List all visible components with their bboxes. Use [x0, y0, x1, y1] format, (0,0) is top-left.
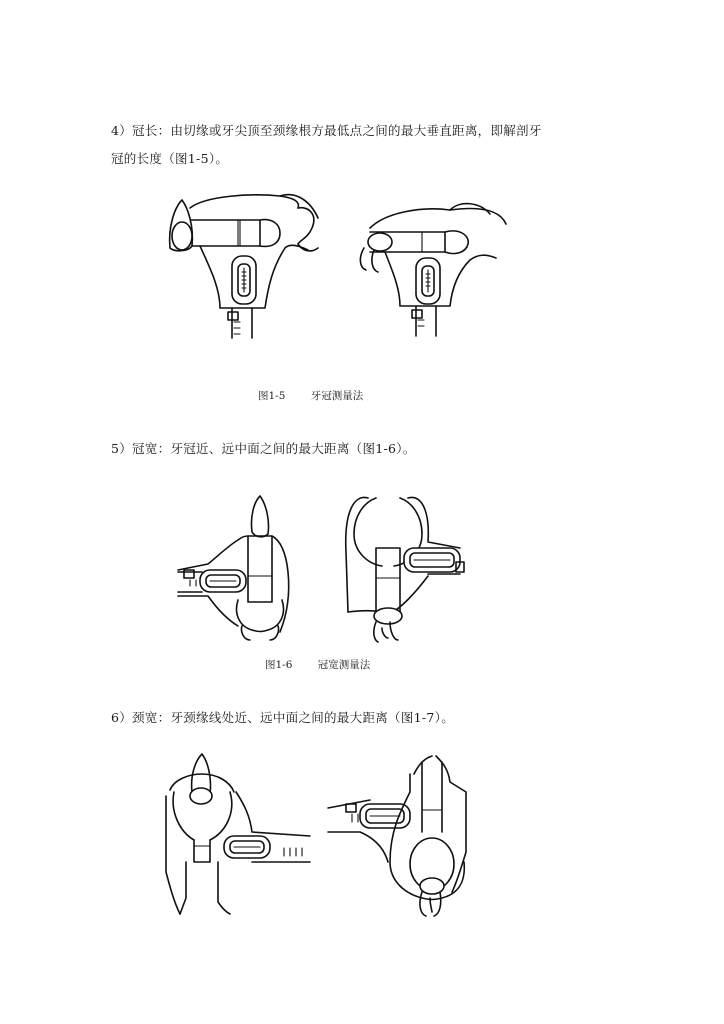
- figure-caption-1-6: [265, 657, 370, 672]
- paragraph-line: 5）冠宽：牙冠近、远中面之间的最大距离（图1-6）。: [111, 441, 416, 456]
- paragraph-line: 6）颈宽：牙颈缘线处近、远中面之间的最大距离（图1-7）。: [111, 710, 455, 725]
- figure-1-5-illustration: [160, 188, 540, 348]
- figure-title: 牙冠测量法: [310, 390, 364, 402]
- figure-number: 图1-6: [265, 659, 293, 671]
- paragraph-crown-width: [111, 435, 561, 463]
- figure-1-7-illustration: [160, 752, 480, 922]
- figure-1-6-illustration: [168, 492, 478, 652]
- paragraph-crown-length: [111, 117, 561, 173]
- caliper-illustration: [160, 752, 480, 922]
- caliper-right: [346, 497, 464, 642]
- caliper-right: [360, 204, 506, 336]
- caliper-left: [178, 496, 289, 640]
- paragraph-line: 4）冠长：由切缘或牙尖顶至颈缘根方最低点之间的最大垂直距离，即解剖牙: [111, 123, 542, 138]
- figure-title: 冠宽测量法: [317, 659, 371, 671]
- paragraph-line: 冠的长度（图1-5）。: [111, 151, 229, 166]
- paragraph-neck-width: [111, 704, 561, 732]
- figure-caption-1-5: [258, 388, 363, 403]
- caliper-left: [170, 195, 318, 338]
- figure-number: 图1-5: [258, 390, 286, 402]
- caliper-right: [328, 756, 466, 916]
- caliper-illustration: [160, 188, 540, 348]
- caliper-left: [166, 754, 310, 914]
- caliper-illustration: [168, 492, 478, 652]
